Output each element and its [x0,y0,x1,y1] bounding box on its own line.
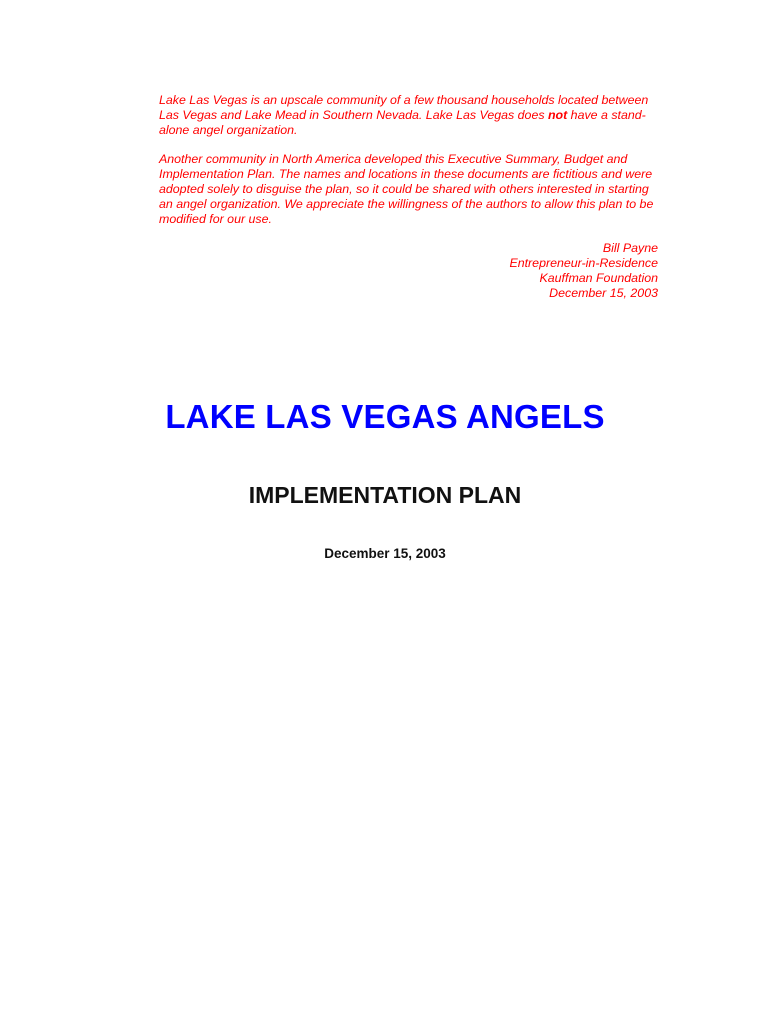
document-date: December 15, 2003 [324,546,446,561]
note-emphasis: not [547,108,568,122]
note-paragraph-1 [159,93,664,138]
signature-name: Bill Payne [602,241,658,255]
signature-role: Entrepreneur-in-Residence [509,256,658,270]
signature-organization: Kauffman Foundation [539,271,658,285]
note-paragraph-1-start: Lake Las Vegas is an upscale community of a few thousand households located between Las Vegas and Lake Mead in Southern Nevada. Lake Las Vegas does [159,93,649,122]
signature-block [400,241,658,301]
document-subtitle: IMPLEMENTATION PLAN [248,482,522,508]
note-paragraph-1-end: have a stand-alone angel organization. [159,108,646,137]
document-title: LAKE LAS VEGAS ANGELS [165,398,605,435]
editor-note [159,93,664,241]
note-paragraph-2: Another community in North America developed this Executive Summary, Budget and Implementation Plan. The names and locations in these documents are fictitious and were adopted solely to disguise the plan, so it could be shared with others interested in starting an angel organization. We appreciate the willingness of the authors to allow this plan to be modified for our use. [159,152,654,226]
signature-date: December 15, 2003 [549,286,658,300]
